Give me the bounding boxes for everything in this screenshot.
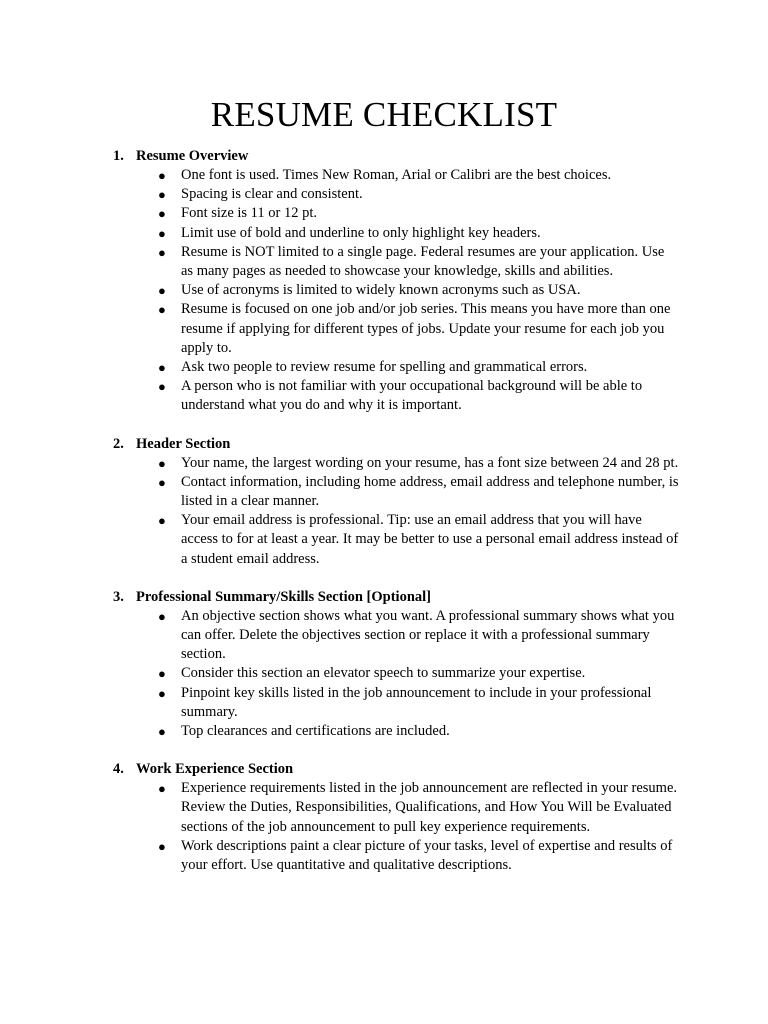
item-text: Ask two people to review resume for spelling and grammatical errors. <box>181 359 588 376</box>
checklist-item <box>0 684 768 722</box>
checklist-items <box>0 779 768 875</box>
checklist-item <box>0 607 768 665</box>
item-text: Experience requirements listed in the job announcement are reflected in your resume. Review the Duties, Responsibilities, Qualifications, and How You Will be Evaluated sections of the job announcement to pull key experience requirements. <box>181 780 678 835</box>
checklist-items <box>0 454 768 569</box>
bullet-icon: ● <box>158 666 166 682</box>
page-title: RESUME CHECKLIST <box>210 95 558 134</box>
section-header <box>0 588 768 607</box>
checklist-items <box>0 166 768 416</box>
section-number: 4. <box>113 761 124 778</box>
bullet-icon: ● <box>158 283 166 299</box>
item-text: Consider this section an elevator speech to summarize your expertise. <box>181 665 586 682</box>
bullet-icon: ● <box>158 685 166 701</box>
item-text: Spacing is clear and consistent. <box>181 186 363 203</box>
bullet-icon: ● <box>158 724 166 740</box>
bullet-icon: ● <box>158 455 166 471</box>
bullet-icon: ● <box>158 168 166 183</box>
item-text: An objective section shows what you want. A professional summary shows what you can offer. Delete the objectives section or replace it with a professional summary section. <box>181 607 675 663</box>
item-text: Pinpoint key skills listed in the job announcement to include in your professional summary. <box>181 684 652 720</box>
checklist-items <box>0 607 768 741</box>
bullet-icon: ● <box>158 838 166 854</box>
section-number: 2. <box>113 435 124 452</box>
item-text: Your name, the largest wording on your resume, has a font size between 24 and 28 pt. <box>181 454 679 471</box>
section-professional-summary <box>0 588 768 741</box>
checklist-item <box>0 166 768 185</box>
item-text: One font is used. Times New Roman, Arial or Calibri are the best choices. <box>181 167 612 183</box>
section-heading: Professional Summary/Skills Section [Optional] <box>136 588 431 605</box>
checklist-item <box>0 204 768 223</box>
section-header <box>0 147 768 166</box>
checklist-item <box>0 779 768 837</box>
item-text: Your email address is professional. Tip: use an email address that you will have access to for at least a year. It may be better to use a personal email address instead of a student email address. <box>181 512 679 567</box>
bullet-icon: ● <box>158 206 166 222</box>
bullet-icon: ● <box>158 225 166 241</box>
bullet-icon: ● <box>158 513 166 529</box>
section-resume-overview <box>0 147 768 416</box>
bullet-icon: ● <box>158 781 166 797</box>
checklist-item <box>0 243 768 281</box>
checklist-item <box>0 281 768 300</box>
bullet-icon: ● <box>158 474 166 490</box>
checklist-item <box>0 185 768 204</box>
item-text: Top clearances and certifications are included. <box>181 723 450 740</box>
section-number: 3. <box>113 588 124 605</box>
section-header-section <box>0 435 768 569</box>
checklist-item <box>0 377 768 415</box>
item-text: Use of acronyms is limited to widely known acronyms such as USA. <box>181 282 581 299</box>
item-text: Work descriptions paint a clear picture of your tasks, level of expertise and results of your effort. Use quantitative and qualitative descriptions. <box>181 837 673 874</box>
checklist-sections <box>0 147 768 894</box>
section-header <box>0 435 768 454</box>
item-text: Contact information, including home address, email address and telephone number, is listed in a clear manner. <box>181 473 679 510</box>
item-text: A person who is not familiar with your occupational background will be able to understand what you do and why it is important. <box>181 378 643 414</box>
bullet-icon: ● <box>158 608 166 624</box>
section-number: 1. <box>113 148 124 164</box>
bullet-icon: ● <box>158 244 166 260</box>
section-heading: Header Section <box>136 435 231 452</box>
section-heading: Resume Overview <box>136 148 249 164</box>
checklist-item <box>0 664 768 683</box>
bullet-icon: ● <box>158 379 166 395</box>
checklist-item <box>0 300 768 358</box>
checklist-item <box>0 224 768 243</box>
section-heading: Work Experience Section <box>136 761 294 778</box>
bullet-icon: ● <box>158 302 166 318</box>
item-text: Limit use of bold and underline to only highlight key headers. <box>181 224 541 241</box>
item-text: Font size is 11 or 12 pt. <box>181 205 318 222</box>
checklist-item <box>0 511 768 569</box>
bullet-icon: ● <box>158 360 166 376</box>
checklist-item <box>0 473 768 511</box>
item-text: Resume is focused on one job and/or job series. This means you have more than one resume if applying for different types of jobs. Update your resume for each job you apply to. <box>181 301 671 356</box>
checklist-item <box>0 454 768 473</box>
checklist-item <box>0 837 768 875</box>
section-work-experience <box>0 760 768 875</box>
checklist-item <box>0 358 768 377</box>
section-header <box>0 760 768 779</box>
item-text: Resume is NOT limited to a single page. Federal resumes are your application. Use as many pages as needed to showcase your knowledge, skills and abilities. <box>181 243 665 280</box>
checklist-item <box>0 722 768 741</box>
bullet-icon: ● <box>158 187 166 203</box>
